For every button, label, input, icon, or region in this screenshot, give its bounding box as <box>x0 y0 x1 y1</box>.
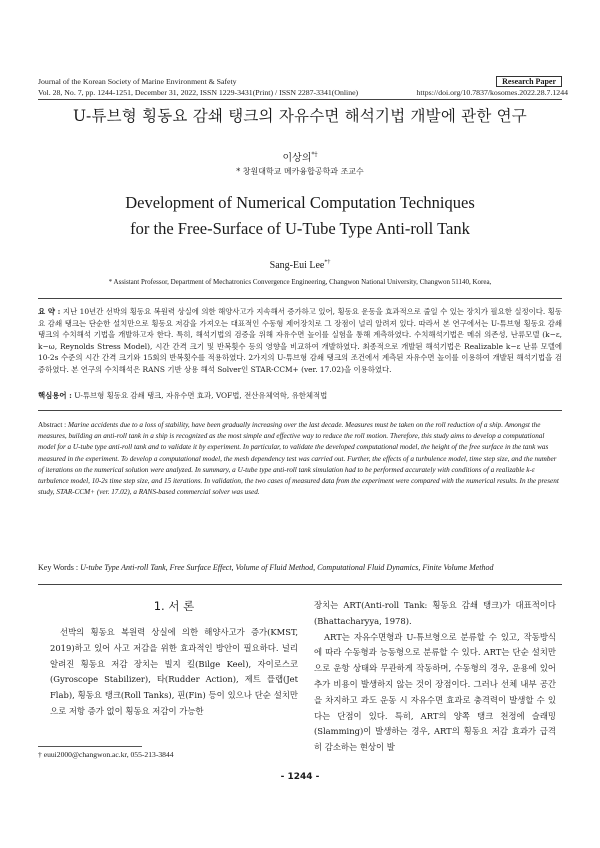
author-english <box>0 260 600 271</box>
body-paragraph: 선박의 횡동요 복원력 상실에 의한 해양사고가 증가(KMST, 2019)하고 있어 사고 저감을 위한 효과적인 방안이 필요하다. 널리 알려진 횡동요 저감 장치는 빌지 킬(Bilge Keel), 자이로스코(Gyroscope Stabilizer), 타(Rudder Action), 제트 플랩(Jet Flab), 횡동요 탱크(Roll Tanks), 핀(Fin) 등이 있으나 단순 설치만으로 저항 증가 없이 횡동요 저감이 가능한 <box>50 627 298 716</box>
abstract-korean-label: 요 약 : <box>38 307 61 316</box>
keywords-english-label: Key Words : <box>38 563 79 572</box>
section-heading-introduction: 1. 서 론 <box>153 599 195 613</box>
keywords-korean-text: U-튜브형 횡동요 감쇄 탱크, 자유수면 효과, VOF법, 전산유체역학, 유한체적법 <box>74 391 328 400</box>
author-korean-mark: *† <box>311 151 318 159</box>
volume-line <box>38 88 568 98</box>
abstract-korean-text: 지난 10년간 선박의 횡동요 복원력 상실에 의한 해양사고가 지속해서 증가하고 있어, 횡동요 운동을 효과적으로 줄일 수 있는 장치가 필요한 실정이다. 횡동요 감쇄 탱크는 단순한 설치만으로 횡동요 저감을 가져오는 대표적인 수동형 제어장치로 그 장점이 널리 알려져 있다. 따라서 본 연구에서는 U-튜브형 횡동요 감쇄 탱크의 수치해석 기법을 개발하고자 한다. 특히, 해석기법의 검증을 위해 자유수면 높이를 실험을 통해 계측하였다. 수치해석기법은 메쉬 의존성, 난류모델 (k−ε, k−ω, Reynolds Stress Model), 시간 간격 크기 및 반복횟수 등의 영향을 비교하여 개발하였다. 최종적으로 개발된 해석기법은 Realizable k−ε 난류 모델에 10-2s 수준의 시간 간격 크기와 15회의 반복횟수를 적용하였다. 2가지의 U-튜브형 감쇄 탱크의 조건에서 계측된 자유수면 높이를 이용하여 개발된 해석기법을 검증하였다. 본 연구의 수치해석은 RANS 기반 상용 해석 Solver인 STAR-CCM+ (ver. 17.02)을 이용하였다. <box>38 307 562 374</box>
abstract-english-label: Abstract : <box>38 421 67 429</box>
author-korean <box>0 149 600 164</box>
volume-info: Vol. 28, No. 7, pp. 1244-1251, December 31, 2022, ISSN 1229-3431(Print) / ISSN 2287-3341(Online) <box>38 88 359 97</box>
affiliation-english: * Assistant Professor, Department of Mechatronics Convergence Engineering, Changwon National University, Changwon 51140, Korea, <box>108 278 492 286</box>
footnote-rule <box>38 746 142 747</box>
title-english <box>0 190 600 242</box>
title-english-line-1: Development of Numerical Computation Techniques <box>125 193 475 212</box>
corresponding-author-footnote: † euui2000@changwon.ac.kr, 055-213-3844 <box>38 750 174 759</box>
title-english-line-2: for the Free-Surface of U-Tube Type Anti-roll Tank <box>130 219 470 238</box>
keywords-english <box>38 563 562 572</box>
keywords-korean-label: 핵심용어 : <box>38 391 72 400</box>
abstract-english <box>38 420 562 498</box>
doi-link[interactable]: https://doi.org/10.7837/kosomes.2022.28.7.1244 <box>416 88 568 97</box>
article-type-badge: Research Paper <box>496 76 562 87</box>
body-paragraph: ART는 자유수면형과 U-튜브형으로 분류할 수 있고, 작동방식에 따라 수동형과 능동형으로 분류할 수 있다. ART는 단순 설치만으로 운항 상태와 무관하게 작동하며, 수동형의 경우, 운용에 있어 추가 비용이 발생하지 않는 것이 장점이다. 그러나 선체 내부 공간을 차지하고 과도 운동 시 자유수면 효과로 충격력이 발생할 수 있다는 단점이 있다. 특히, ART의 양쪽 탱크 천정에 슬래밍(Slamming)이 발생하는 경우, ART의 횡동요 저감 효과가 급격히 감소하는 현상이 발 <box>314 631 556 753</box>
abstract-mid-rule <box>38 410 562 411</box>
author-korean-name: 이상의 <box>282 153 312 164</box>
affiliation-korean: * 창원대학교 메카융합공학과 조교수 <box>236 167 364 176</box>
title-korean: U-튜브형 횡동요 감쇄 탱크의 자유수면 해석기법 개발에 관한 연구 <box>73 107 527 125</box>
body-paragraph: 장치는 ART(Anti-roll Tank: 횡동요 감쇄 탱크)가 대표적이다(Bhattacharyya, 1978). <box>314 600 556 626</box>
journal-name: Journal of the Korean Society of Marine Environment & Safety <box>38 77 237 86</box>
author-english-name: Sang-Eui Lee <box>269 260 325 271</box>
abstract-top-rule <box>38 298 562 299</box>
abstract-korean <box>38 306 562 376</box>
keywords-english-text: U-tube Type Anti-roll Tank, Free Surface Effect, Volume of Fluid Method, Computational Fluid Dynamics, Finite Volume Method <box>80 563 494 572</box>
keywords-korean <box>38 390 562 402</box>
page-number: - 1244 - <box>280 772 320 782</box>
abstract-bottom-rule <box>38 584 562 585</box>
abstract-english-text: Marine accidents due to a loss of stability, have been gradually increasing over the last decade. Measures must be taken on the roll reduction of a ship. Amongst the measures, building an anti-roll tank in a ship is recognized as the most simple and effective way to reduce the roll motion. Therefore, this study aims to develop a computational model for a U-tube type anti-roll tank and to validate it by experiment. In particular, to validate the developed computational model, the height of the free surface in the tank was measured in the experiment. To develop a computational model, the mesh dependency test was carried out. Further, the effects of a turbulence model, time step size, and the number of iterations on the numerical solution were analyzed. In summary, a U-tube type anti-roll tank simulation had to be performed accurately with conditions of a realizable k-ε turbulence model, 10-2s time step size, and 15 iterations. In validation, the two cases of measured data from the experiment were compared with the numerical results. In the present study, STAR-CCM+ (ver. 17.02), a RANS-based commercial solver was used. <box>38 421 559 497</box>
body-column-left <box>50 625 298 720</box>
header-rule <box>38 99 562 100</box>
body-column-right <box>314 598 556 756</box>
author-english-mark: *† <box>324 259 331 266</box>
